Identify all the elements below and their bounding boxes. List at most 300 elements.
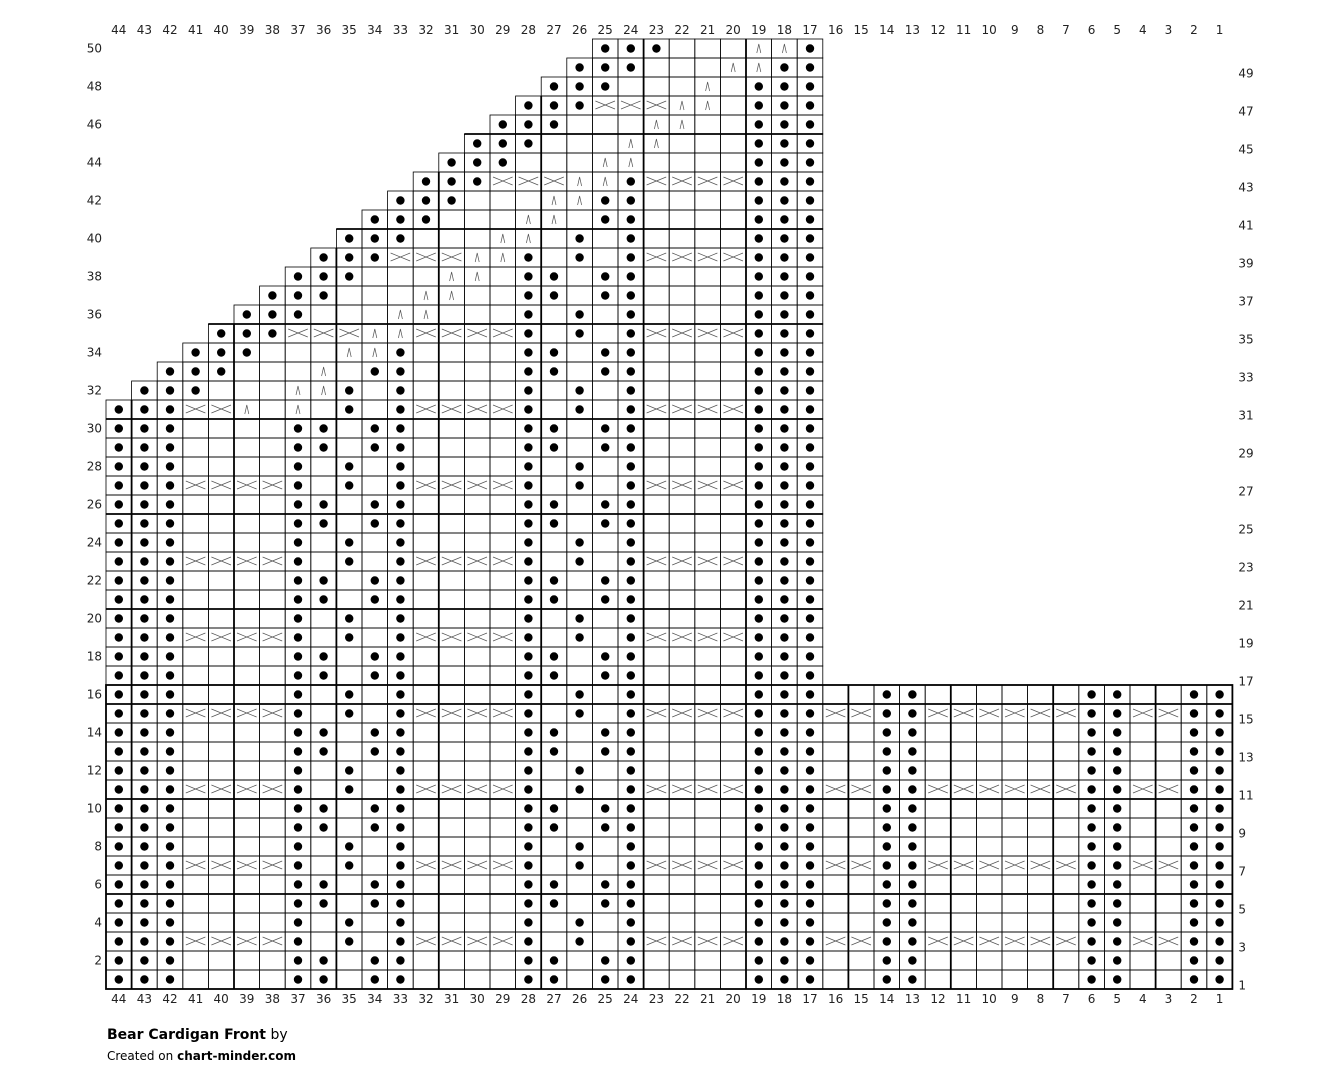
chart-cell	[1053, 875, 1079, 894]
tick-mark	[398, 329, 402, 338]
chart-cell	[976, 799, 1002, 818]
row-number: 21	[1238, 598, 1254, 613]
purl-dot	[166, 443, 174, 451]
chart-cell	[1156, 818, 1182, 837]
chart-cell	[439, 381, 465, 400]
chart-cell	[234, 381, 260, 400]
chart-cell	[1053, 856, 1079, 875]
purl-dot	[447, 196, 455, 204]
chart-cell	[490, 400, 516, 419]
tick-mark	[654, 120, 658, 129]
purl-dot	[601, 424, 609, 432]
chart-cell	[720, 685, 746, 704]
chart-cell	[592, 400, 618, 419]
column-number: 42	[162, 992, 178, 1006]
chart-cell	[439, 704, 465, 723]
purl-dot	[371, 804, 379, 812]
purl-dot	[371, 595, 379, 603]
column-number: 17	[802, 23, 818, 37]
column-number: 31	[443, 992, 460, 1006]
chart-cell	[848, 704, 874, 723]
purl-dot	[371, 899, 379, 907]
cable-mark	[519, 177, 539, 185]
cable-mark	[672, 253, 692, 261]
chart-cell	[413, 609, 439, 628]
purl-dot	[627, 747, 635, 755]
chart-cell	[362, 305, 388, 324]
purl-dot	[524, 481, 532, 489]
purl-dot	[627, 424, 635, 432]
purl-dot	[883, 804, 891, 812]
chart-cell	[208, 590, 234, 609]
column-number: 9	[1010, 23, 1019, 37]
purl-dot	[806, 177, 814, 185]
chart-cell	[208, 533, 234, 552]
chart-cell	[925, 742, 951, 761]
chart-cell	[413, 400, 439, 419]
purl-dot	[780, 557, 788, 565]
purl-dot	[166, 975, 174, 983]
row-number: 15	[1238, 712, 1254, 727]
chart-cell	[336, 723, 362, 742]
purl-dot	[396, 842, 404, 850]
purl-dot	[806, 747, 814, 755]
chart-cell	[720, 96, 746, 115]
purl-dot	[806, 709, 814, 717]
cable-mark	[647, 557, 667, 565]
chart-cell	[464, 362, 490, 381]
row-number: 3	[1238, 940, 1247, 955]
chart-cell	[644, 210, 670, 229]
purl-dot	[908, 899, 916, 907]
chart-cell	[567, 571, 593, 590]
purl-dot	[422, 196, 430, 204]
chart-cell	[234, 533, 260, 552]
purl-dot	[883, 956, 891, 964]
row-number: 10	[86, 801, 102, 816]
tick-mark	[680, 101, 684, 110]
chart-cell	[567, 191, 593, 210]
chart-cell	[592, 856, 618, 875]
chart-cell	[567, 267, 593, 286]
purl-dot	[294, 595, 302, 603]
chart-cell	[823, 856, 849, 875]
purl-dot	[1215, 937, 1223, 945]
chart-cell	[695, 894, 721, 913]
chart-cell	[336, 742, 362, 761]
cable-mark	[672, 709, 692, 717]
chart-cell	[439, 419, 465, 438]
chart-cell	[1028, 685, 1054, 704]
purl-dot	[140, 652, 148, 660]
purl-dot	[140, 633, 148, 641]
cable-mark	[672, 633, 692, 641]
purl-dot	[806, 291, 814, 299]
chart-cell	[644, 894, 670, 913]
cable-mark	[263, 937, 283, 945]
purl-dot	[806, 671, 814, 679]
purl-dot	[396, 557, 404, 565]
chart-cell	[669, 419, 695, 438]
row-number: 27	[1238, 484, 1254, 499]
purl-dot	[115, 918, 123, 926]
chart-cell	[720, 229, 746, 248]
chart-cell	[720, 343, 746, 362]
purl-dot	[294, 538, 302, 546]
purl-dot	[883, 766, 891, 774]
chart-cell	[644, 58, 670, 77]
cable-mark	[979, 937, 999, 945]
chart-cell	[720, 932, 746, 951]
purl-dot	[601, 804, 609, 812]
chart-cell	[695, 590, 721, 609]
chart-cell	[439, 647, 465, 666]
purl-dot	[1087, 899, 1095, 907]
purl-dot	[780, 139, 788, 147]
chart-cell	[490, 780, 516, 799]
chart-cell	[413, 875, 439, 894]
chart-cell	[260, 381, 286, 400]
purl-dot	[371, 576, 379, 584]
cable-mark	[493, 557, 513, 565]
purl-dot	[140, 481, 148, 489]
chart-cell	[669, 970, 695, 989]
chart-cell	[541, 685, 567, 704]
chart-cell	[669, 704, 695, 723]
purl-dot	[575, 234, 583, 242]
chart-cell	[234, 438, 260, 457]
chart-cell	[823, 970, 849, 989]
tick-mark	[424, 310, 428, 319]
chart-cell	[362, 761, 388, 780]
chart-cell	[951, 685, 977, 704]
chart-cell	[644, 780, 670, 799]
purl-dot	[755, 386, 763, 394]
purl-dot	[780, 823, 788, 831]
chart-cell	[720, 609, 746, 628]
purl-dot	[166, 842, 174, 850]
cable-mark	[442, 937, 462, 945]
purl-dot	[780, 690, 788, 698]
purl-dot	[601, 348, 609, 356]
purl-dot	[396, 595, 404, 603]
purl-dot	[806, 44, 814, 52]
purl-dot	[345, 272, 353, 280]
purl-dot	[1215, 804, 1223, 812]
chart-cell	[925, 875, 951, 894]
chart-cell	[541, 533, 567, 552]
purl-dot	[345, 766, 353, 774]
cable-mark	[544, 177, 564, 185]
cable-mark	[263, 785, 283, 793]
purl-dot	[780, 215, 788, 223]
purl-dot	[1087, 747, 1095, 755]
purl-dot	[575, 538, 583, 546]
chart-cell	[592, 172, 618, 191]
chart-cell	[490, 267, 516, 286]
purl-dot	[371, 234, 379, 242]
purl-dot	[806, 196, 814, 204]
purl-dot	[780, 747, 788, 755]
purl-dot	[1215, 899, 1223, 907]
chart-cell	[234, 704, 260, 723]
row-number: 18	[86, 649, 102, 664]
purl-dot	[806, 215, 814, 223]
purl-dot	[755, 728, 763, 736]
chart-cell	[541, 856, 567, 875]
chart-cell	[669, 343, 695, 362]
purl-dot	[345, 918, 353, 926]
purl-dot	[755, 614, 763, 622]
chart-cell	[464, 666, 490, 685]
chart-cell	[951, 894, 977, 913]
chart-cell	[669, 647, 695, 666]
row-number: 38	[86, 269, 102, 284]
chart-cell	[490, 514, 516, 533]
cable-mark	[621, 101, 641, 109]
purl-dot	[473, 158, 481, 166]
row-number: 23	[1238, 560, 1254, 575]
chart-cell	[388, 324, 414, 343]
purl-dot	[371, 443, 379, 451]
chart-cell	[1130, 932, 1156, 951]
chart-cell	[260, 704, 286, 723]
purl-dot	[575, 766, 583, 774]
chart-cell	[490, 685, 516, 704]
purl-dot	[627, 956, 635, 964]
column-number: 18	[776, 992, 793, 1006]
chart-cell	[823, 780, 849, 799]
column-number: 22	[674, 992, 690, 1006]
chart-cell	[925, 723, 951, 742]
chart-cell	[720, 495, 746, 514]
tick-mark	[501, 253, 505, 262]
chart-cell	[695, 799, 721, 818]
chart-cell	[234, 457, 260, 476]
chart-cell	[720, 324, 746, 343]
purl-dot	[627, 310, 635, 318]
chart-cell	[285, 362, 311, 381]
purl-dot	[166, 785, 174, 793]
column-number: 13	[904, 992, 921, 1006]
cable-mark	[928, 937, 948, 945]
purl-dot	[115, 595, 123, 603]
column-number: 26	[571, 23, 588, 37]
column-number: 5	[1113, 23, 1122, 37]
cable-mark	[493, 329, 513, 337]
chart-cell	[413, 818, 439, 837]
purl-dot	[780, 785, 788, 793]
chart-cell	[720, 77, 746, 96]
chart-cell	[336, 894, 362, 913]
chart-cell	[260, 723, 286, 742]
purl-dot	[243, 329, 251, 337]
purl-dot	[806, 899, 814, 907]
cable-mark	[442, 709, 462, 717]
purl-dot	[601, 63, 609, 71]
chart-cell	[260, 552, 286, 571]
chart-cell	[695, 666, 721, 685]
purl-dot	[550, 728, 558, 736]
tick-mark	[629, 139, 633, 148]
chart-cell	[464, 419, 490, 438]
chart-cell	[208, 837, 234, 856]
chart-cell	[362, 400, 388, 419]
purl-dot	[806, 937, 814, 945]
column-number: 16	[827, 23, 844, 37]
chart-cell	[1028, 799, 1054, 818]
purl-dot	[524, 652, 532, 660]
chart-cell	[669, 818, 695, 837]
purl-dot	[524, 804, 532, 812]
chart-cell	[362, 913, 388, 932]
purl-dot	[294, 462, 302, 470]
chart-cell	[1002, 799, 1028, 818]
purl-dot	[396, 196, 404, 204]
chart-cell	[1002, 837, 1028, 856]
purl-dot	[550, 272, 558, 280]
purl-dot	[396, 728, 404, 736]
chart-cell	[695, 609, 721, 628]
chart-cell	[925, 837, 951, 856]
column-number: 44	[111, 992, 127, 1006]
chart-cell	[311, 476, 337, 495]
purl-dot	[140, 899, 148, 907]
cable-mark	[1159, 937, 1179, 945]
chart-cell	[183, 590, 209, 609]
purl-dot	[1087, 956, 1095, 964]
row-number: 11	[1238, 788, 1254, 803]
purl-dot	[345, 462, 353, 470]
purl-dot	[1087, 823, 1095, 831]
chart-cell	[413, 552, 439, 571]
chart-cell	[976, 685, 1002, 704]
purl-dot	[883, 823, 891, 831]
chart-cell	[848, 856, 874, 875]
chart-cell	[644, 457, 670, 476]
purl-dot	[806, 272, 814, 280]
row-number: 13	[1238, 750, 1254, 765]
purl-dot	[345, 633, 353, 641]
row-number: 33	[1238, 370, 1254, 385]
chart-cell	[976, 951, 1002, 970]
column-number: 25	[597, 23, 613, 37]
chart-cell	[362, 267, 388, 286]
chart-cell	[208, 438, 234, 457]
chart-cell	[413, 343, 439, 362]
purl-dot	[806, 500, 814, 508]
cable-mark	[723, 481, 743, 489]
row-number: 34	[86, 345, 102, 360]
purl-dot	[1113, 747, 1121, 755]
chart-cell	[567, 666, 593, 685]
cable-mark	[1159, 709, 1179, 717]
chart-cell	[695, 704, 721, 723]
chart-cell	[669, 362, 695, 381]
purl-dot	[396, 671, 404, 679]
cable-mark	[595, 101, 615, 109]
purl-dot	[294, 671, 302, 679]
purl-dot	[550, 82, 558, 90]
chart-cell	[951, 799, 977, 818]
column-number: 10	[981, 23, 997, 37]
column-number: 44	[111, 23, 127, 37]
chart-cell	[695, 153, 721, 172]
chart-cell	[490, 324, 516, 343]
column-number: 29	[495, 23, 511, 37]
cable-mark	[211, 557, 231, 565]
chart-cell	[823, 894, 849, 913]
cable-mark	[698, 405, 718, 413]
purl-dot	[1087, 728, 1095, 736]
purl-dot	[755, 215, 763, 223]
purl-dot	[627, 861, 635, 869]
chart-cell	[336, 438, 362, 457]
chart-cell	[234, 419, 260, 438]
chart-cell	[311, 780, 337, 799]
purl-dot	[755, 766, 763, 774]
chart-cell	[183, 723, 209, 742]
purl-dot	[294, 956, 302, 964]
chart-cell	[644, 267, 670, 286]
purl-dot	[524, 690, 532, 698]
purl-dot	[755, 956, 763, 964]
purl-dot	[883, 937, 891, 945]
cable-mark	[493, 861, 513, 869]
purl-dot	[1190, 880, 1198, 888]
purl-dot	[627, 709, 635, 717]
purl-dot	[1215, 766, 1223, 774]
chart-cell	[669, 590, 695, 609]
chart-cell	[336, 514, 362, 533]
cable-mark	[493, 633, 513, 641]
purl-dot	[575, 557, 583, 565]
purl-dot	[1113, 785, 1121, 793]
purl-dot	[550, 747, 558, 755]
chart-cell	[567, 799, 593, 818]
chart-cell	[541, 153, 567, 172]
chart-cell	[925, 894, 951, 913]
purl-dot	[115, 899, 123, 907]
cable-mark	[186, 937, 206, 945]
cable-mark	[263, 633, 283, 641]
chart-cell	[311, 761, 337, 780]
chart-cell	[669, 685, 695, 704]
purl-dot	[601, 291, 609, 299]
chart-cell	[464, 476, 490, 495]
tick-mark	[552, 215, 556, 224]
purl-dot	[371, 728, 379, 736]
row-number: 36	[86, 307, 102, 322]
cable-mark	[1005, 937, 1025, 945]
purl-dot	[908, 880, 916, 888]
site-link[interactable]: chart-minder.com	[177, 1049, 296, 1063]
chart-cell	[260, 514, 286, 533]
chart-cell	[413, 742, 439, 761]
purl-dot	[627, 386, 635, 394]
chart-cell	[464, 324, 490, 343]
purl-dot	[1215, 861, 1223, 869]
cable-mark	[186, 405, 206, 413]
chart-cell	[490, 476, 516, 495]
chart-cell	[644, 932, 670, 951]
cable-mark	[237, 861, 257, 869]
chart-cell	[695, 229, 721, 248]
chart-cell	[490, 666, 516, 685]
purl-dot	[319, 880, 327, 888]
chart-cell	[464, 723, 490, 742]
chart-cell	[183, 894, 209, 913]
